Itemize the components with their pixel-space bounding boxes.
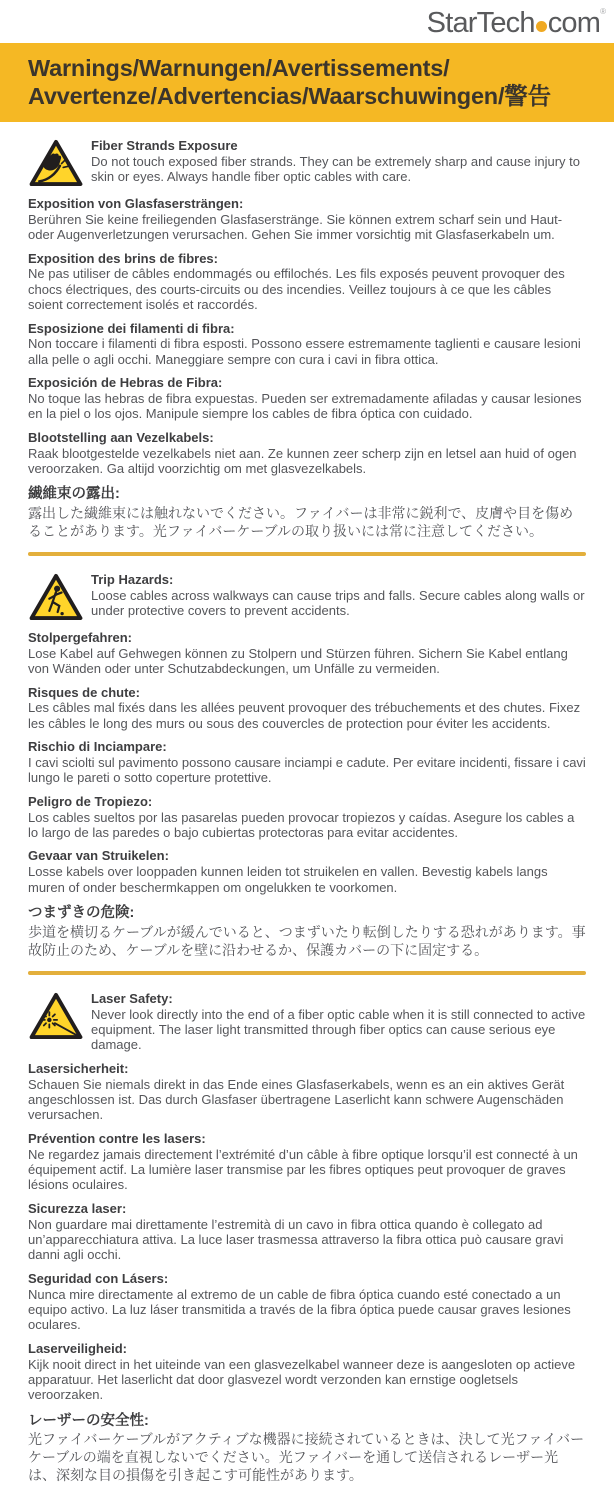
section-title: Laser Safety: bbox=[91, 990, 173, 1006]
warning-body: Non toccare i filamenti di fibra esposti. Possono essere estremamente taglienti e causare lesioni alla pelle o agli occhi. Maneggiare sempre con cura i cavi in fibra ottica. bbox=[28, 336, 581, 367]
section-fiber bbox=[0, 138, 614, 540]
warning-body: 光ファイバーケーブルがアクティブな機器に接続されているときは、決して光ファイバーケーブルの端を直視しないでください。光ファイバーを通して送信されるレーザー光は、深刻な目の損傷を引き起こす可能性があります。 bbox=[28, 1431, 585, 1484]
logo-trademark: ® bbox=[600, 7, 606, 16]
warning-paragraph bbox=[28, 1271, 586, 1333]
section-head bbox=[28, 138, 586, 188]
warning-paragraph bbox=[28, 486, 586, 540]
warning-body: No toque las hebras de fibra expuestas. Pueden ser extremadamente afiladas y causar lesiones en la piel o los ojos. Manipule siempre los cables de fibra óptica con cuidado. bbox=[28, 391, 582, 422]
section-laser bbox=[0, 991, 614, 1485]
warning-body: Ne regardez jamais directement l’extrémité d’un câble à fibre optique lorsqu’il est connecté à un équipement actif. La lumière laser transmise par les fibres optiques peut provoquer de graves lésions oculaires. bbox=[28, 1146, 578, 1193]
section-trip bbox=[0, 572, 614, 959]
warning-paragraph bbox=[28, 905, 586, 959]
warning-heading: Prévention contre les lasers: bbox=[28, 1130, 206, 1146]
warning-paragraph bbox=[28, 1341, 586, 1403]
warning-body: Berühren Sie keine freiliegenden Glasfaserstränge. Sie können extrem scharf sein und Haut- oder Augenverletzungen verursachen. Gehen Sie immer vorsichtig mit Glasfaserkabeln um. bbox=[28, 211, 563, 243]
warning-heading: Seguridad con Lásers: bbox=[28, 1270, 169, 1286]
warning-body: Kijk nooit direct in het uiteinde van een glasvezelkabel wanneer deze is aangesloten op actieve apparatuur. Het laserlicht dat door glasvezel wordt verzonden kan ernstige oogletsels veroorzaken. bbox=[28, 1356, 576, 1403]
section-divider bbox=[28, 971, 586, 975]
warning-heading: Lasersicherheit: bbox=[28, 1060, 129, 1076]
trip-hazard-warning-icon bbox=[28, 572, 84, 622]
warning-paragraph bbox=[28, 1131, 586, 1193]
section-paragraphs bbox=[28, 196, 586, 540]
warning-paragraph bbox=[28, 251, 586, 313]
section-title: Fiber Strands Exposure bbox=[91, 138, 238, 153]
warning-body: Schauen Sie niemals direkt in das Ende eines Glasfaserkabels, wenn es an ein aktives Gerät angeschlossen ist. Das durch Glasfaser übertragene Laserlicht kann schwere Augenschäden verursachen. bbox=[28, 1076, 565, 1123]
warning-heading: Peligro de Tropiezo: bbox=[28, 793, 153, 809]
warning-heading: Risques de chute: bbox=[28, 684, 140, 700]
warning-heading: Sicurezza laser: bbox=[28, 1200, 127, 1216]
warning-paragraph bbox=[28, 685, 586, 732]
fiber-sharp-warning-icon bbox=[28, 138, 84, 188]
warning-paragraph bbox=[28, 794, 586, 841]
section-divider bbox=[28, 552, 586, 556]
banner-line2: Avvertenze/Advertencias/Waarschuwingen/警告 bbox=[28, 83, 551, 109]
warning-heading: Esposizione dei filamenti di fibra: bbox=[28, 320, 235, 336]
logo-text-com: com bbox=[547, 7, 601, 39]
warning-paragraph bbox=[28, 321, 586, 368]
warning-body: Les câbles mal fixés dans les allées peuvent provoquer des trébuchements et des chutes. Fixez les câbles le long des murs ou sous des couvercles de protection pour éviter les accidents. bbox=[28, 700, 581, 731]
warning-paragraph bbox=[28, 1201, 586, 1263]
warning-body: Ne pas utiliser de câbles endommagés ou effilochés. Les fils exposés peuvent provoquer des chocs électriques, des courts-circuits ou des incendies. Veillez toujours à ce que les câbles soient correctement isolés et raccordés. bbox=[28, 266, 565, 313]
warning-body: I cavi sciolti sul pavimento possono causare inciampi e cadute. Per evitare incidenti, fissare i cavi lungo le pareti o sotto coperture protettive. bbox=[28, 754, 586, 786]
warning-body: 歩道を横切るケーブルが緩んでいると、つまずいたり転倒したりする恐れがあります。事故防止のため、ケーブルを壁に沿わせるか、保護カバーの下に固定する。 bbox=[28, 923, 586, 958]
section-paragraphs bbox=[28, 1061, 586, 1485]
warning-paragraph bbox=[28, 848, 586, 895]
section-paragraphs bbox=[28, 630, 586, 959]
logo-dot-icon bbox=[536, 21, 547, 32]
warning-paragraph bbox=[28, 430, 586, 477]
warning-heading: Exposition von Glasfasersträngen: bbox=[28, 196, 244, 211]
warning-paragraph bbox=[28, 739, 586, 786]
warning-heading: 繊維束の露出: bbox=[28, 486, 120, 503]
warning-paragraph bbox=[28, 1061, 586, 1123]
section-intro: Loose cables across walkways can cause trips and falls. Secure cables along walls or under protective covers to prevent accidents. bbox=[91, 587, 585, 619]
warning-body: Los cables sueltos por las pasarelas pueden provocar tropiezos y caídas. Asegure los cables a lo largo de las paredes o bajo cubiertas protectoras para evitar accidentes. bbox=[28, 809, 575, 840]
banner-line1: Warnings/Warnungen/Avertissements/ bbox=[28, 55, 450, 81]
warning-heading: Blootstelling aan Vezelkabels: bbox=[28, 429, 214, 445]
warning-body: Raak blootgestelde vezelkabels niet aan. Ze kunnen zeer scherp zijn en letsel aan huid of ogen veroorzaken. Ga altijd voorzichtig om met glasvezelkabels. bbox=[28, 445, 577, 477]
warning-paragraph bbox=[28, 1413, 586, 1485]
section-title: Trip Hazards: bbox=[91, 571, 174, 587]
warning-heading: Gevaar van Struikelen: bbox=[28, 848, 169, 864]
warning-heading: Rischio di Inciampare: bbox=[28, 739, 167, 755]
warnings-banner bbox=[0, 43, 614, 122]
warning-paragraph bbox=[28, 630, 586, 677]
laser-warning-icon bbox=[28, 991, 84, 1041]
warning-body: Nunca mire directamente al extremo de un cable de fibra óptica cuando esté conectado a un equipo activo. La luz láser transmitida a través de la fibra óptica puede causar graves lesiones oculares. bbox=[28, 1286, 571, 1333]
warning-body: Losse kabels over looppaden kunnen leiden tot struikelen en vallen. Bevestig kabels langs muren of onder beschermkappen om ongelukken te voorkomen. bbox=[28, 864, 548, 895]
warning-body: 露出した繊維束には触れないでください。ファイバーは非常に鋭利で、皮膚や目を傷めることがあります。光ファイバーケーブルの取り扱いには常に注意してください。 bbox=[28, 504, 574, 539]
warning-body: Non guardare mai direttamente l’estremità di un cavo in fibra ottica quando è collegato ad un’apparecchiatura attiva. La luce laser trasmessa attraverso la fibra ottica può causare gravi danni agli occhi. bbox=[28, 1216, 564, 1263]
logo-text-startech: StarTech bbox=[426, 7, 535, 39]
logo bbox=[0, 0, 614, 43]
warning-paragraph bbox=[28, 196, 586, 243]
warning-heading: レーザーの安全性: bbox=[28, 1412, 149, 1429]
section-intro: Never look directly into the end of a fiber optic cable when it is still connected to active equipment. The laser light transmitted through fiber optics can cause serious eye damage. bbox=[91, 1006, 586, 1053]
warnings-main bbox=[0, 138, 614, 1484]
warning-heading: Exposition des brins de fibres: bbox=[28, 250, 218, 266]
warning-heading: Exposición de Hebras de Fibra: bbox=[28, 375, 223, 391]
warning-paragraph bbox=[28, 375, 586, 422]
warning-heading: Stolpergefahren: bbox=[28, 629, 133, 645]
warning-heading: Laserveiligheid: bbox=[28, 1340, 127, 1356]
section-head bbox=[28, 991, 586, 1053]
section-head bbox=[28, 572, 586, 622]
section-intro: Do not touch exposed fiber strands. They can be extremely sharp and cause injury to skin or eyes. Always handle fiber optic cables with care. bbox=[91, 154, 580, 185]
warning-heading: つまずきの危険: bbox=[28, 905, 135, 921]
warning-body: Lose Kabel auf Gehwegen können zu Stolpern und Stürzen führen. Sichern Sie Kabel entlang von Wänden oder unter Schutzabdeckungen, um Unfälle zu vermeiden. bbox=[28, 645, 568, 677]
